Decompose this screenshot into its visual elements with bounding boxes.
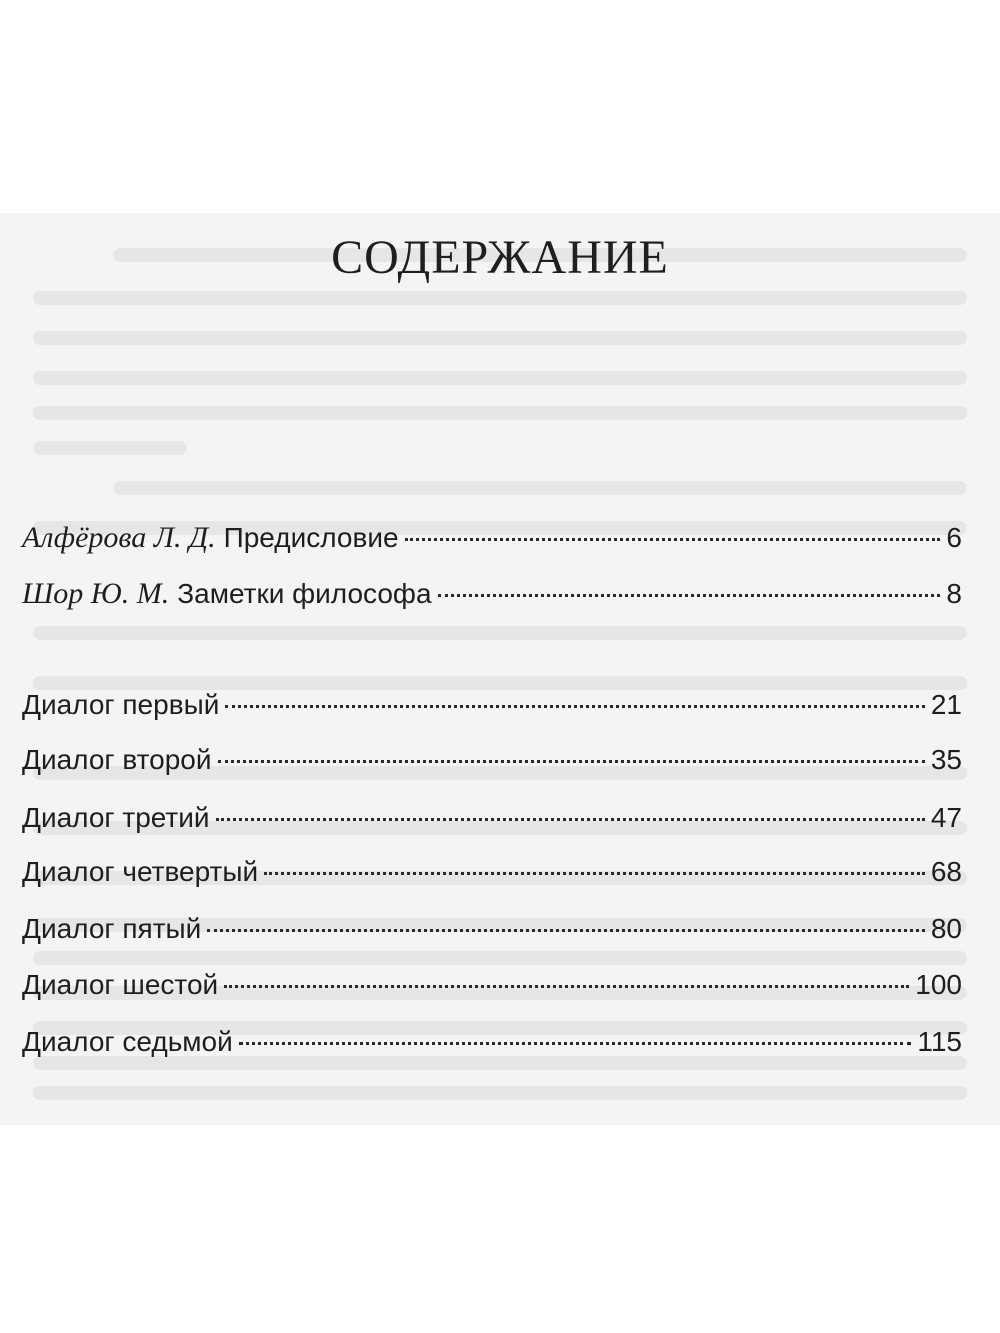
toc-entry-name: Предисловие <box>223 522 399 553</box>
toc-entry-dialog-3 <box>22 798 962 838</box>
toc-entry-name: Заметки философа <box>177 578 432 609</box>
toc-entry-name: Диалог третий <box>22 802 210 833</box>
toc-entry-dialog-4 <box>22 852 962 892</box>
toc-entry-dialog-5 <box>22 909 962 949</box>
toc-entry-name: Диалог четвертый <box>22 856 259 887</box>
toc-entry-page: 47 <box>930 802 962 833</box>
toc-entry-page: 100 <box>915 969 962 1000</box>
dot-leader <box>207 929 925 932</box>
dot-leader <box>239 1042 912 1045</box>
toc-entry-dialog-2 <box>22 740 962 780</box>
dot-leader <box>264 872 925 875</box>
toc-entry-name: Диалог пятый <box>22 913 202 944</box>
toc-entry-dialog-1 <box>22 685 962 725</box>
dot-leader <box>438 594 941 597</box>
dot-leader <box>225 705 925 708</box>
dot-leader <box>405 538 941 541</box>
toc-entry-author: Алфёрова Л. Д. <box>22 521 216 554</box>
toc-entry-name: Диалог второй <box>22 744 212 775</box>
dot-leader <box>218 760 925 763</box>
toc-entry-page: 115 <box>917 1026 962 1057</box>
dot-leader <box>224 985 909 988</box>
toc-entry-name: Диалог первый <box>22 689 220 720</box>
toc-entry-page: 6 <box>946 522 962 553</box>
toc-entry-page: 68 <box>930 856 962 887</box>
toc-entry-page: 8 <box>946 578 962 609</box>
page-title: СОДЕРЖАНИЕ <box>331 231 669 284</box>
toc-entry-dialog-7 <box>22 1022 962 1062</box>
toc-entry-preface <box>22 518 962 558</box>
toc-entry-name: Диалог седьмой <box>22 1026 233 1057</box>
toc-entry-name: Диалог шестой <box>22 969 219 1000</box>
toc-entry-page: 80 <box>930 913 962 944</box>
toc-entry-author: Шор Ю. М. <box>22 577 170 610</box>
toc-entry-page: 35 <box>930 744 962 775</box>
dot-leader <box>216 818 925 821</box>
toc-entry-dialog-6 <box>22 965 962 1005</box>
toc-entry-page: 21 <box>930 689 962 720</box>
toc-entry-philosopher-notes <box>22 574 962 614</box>
